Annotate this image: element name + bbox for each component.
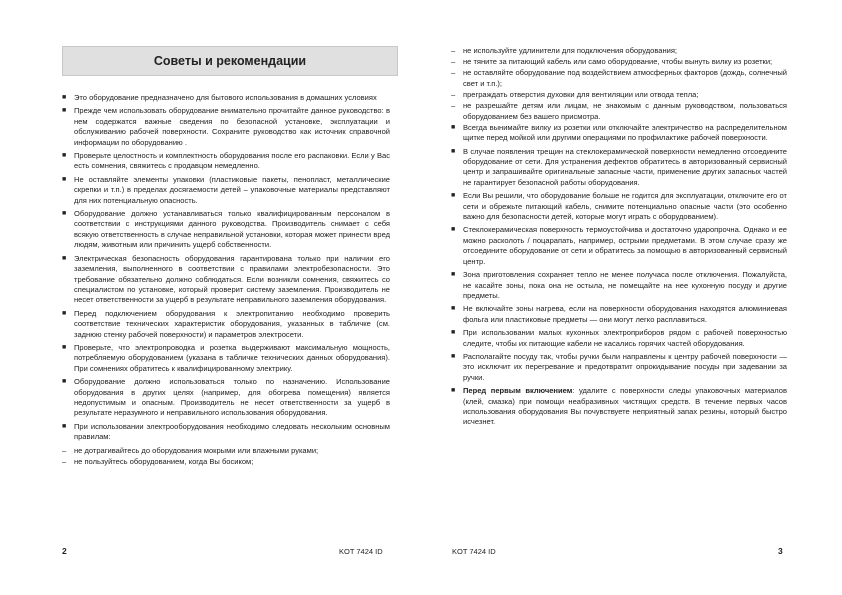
square-bullet-icon: ■ <box>62 94 67 101</box>
bullet-list-item <box>451 270 787 301</box>
dash-list-item <box>451 68 787 89</box>
bullet-list-item <box>62 106 390 148</box>
dash-marker: – <box>451 46 456 55</box>
item-text: Стеклокерамическая поверхность термоустойчива и достаточно ударопрочна. Однако и ее можно расколоть / поцарапать, например, острыми предметами. В этом случае сразу же отсоедините оборудование от сети и обратитесь за помощью в авторизованный сервисный центр. <box>463 225 787 266</box>
dash-marker: – <box>62 456 67 466</box>
item-text: Если Вы решили, что оборудование больше не годится для эксплуатации, отключите его от сети и обрежьте питающий кабель, снимите потенциально опасные части (это особенно важно для безопасности детей, которые могут играть с оборудованием). <box>463 191 787 222</box>
bullet-list-item <box>62 151 390 172</box>
item-text: Зона приготовления сохраняет тепло не менее получаса после отключения. Пожалуйста, не касайте зоны, пока она не остыла, не помещайте на нее кухонную посуду и другие предметы. <box>463 270 787 300</box>
bullet-list-item <box>451 352 787 383</box>
square-bullet-icon: ■ <box>62 210 67 218</box>
bullet-list-item <box>62 377 390 419</box>
model-code-right: KOT 7424 ID <box>452 547 496 556</box>
left-column-list <box>62 93 390 468</box>
bullet-list-item <box>451 191 787 222</box>
page-right <box>421 0 842 595</box>
square-bullet-icon: ■ <box>62 107 67 115</box>
item-text: Проверьте, что электропроводка и розетка выдерживают максимальную мощность, потребляемую оборудованием (указана в табличке технических данных оборудования). При сомнениях обратитесь к квалифицированному электрику. <box>74 342 390 373</box>
item-text: не оставляйте оборудование под воздействием атмосферных факторов (дождь, солнечный свет и т.п.); <box>463 68 787 88</box>
square-bullet-icon: ■ <box>451 123 456 131</box>
item-text: не дотрагивайтесь до оборудования мокрыми или влажными руками; <box>74 445 319 455</box>
dash-list-item <box>62 457 390 467</box>
item-text: преграждать отверстия духовки для вентиляции или отвода тепла; <box>463 90 699 100</box>
item-text: Всегда вынимайте вилку из розетки или отключайте электричество на распределительном щитке перед мойкой или другими операциями по профилактике рабочей поверхности. <box>463 122 787 143</box>
dash-marker: – <box>451 57 456 67</box>
item-text: Не оставляйте элементы упаковки (пластиковые пакеты, пенопласт, металлические скрепки и т.п.) в пределах досягаемости детей – упаковочные материалы представляют для них потенциальную опасность. <box>74 174 390 205</box>
square-bullet-icon: ■ <box>451 271 456 279</box>
bullet-list-item <box>62 93 390 103</box>
square-bullet-icon: ■ <box>451 226 456 234</box>
item-text: Электрическая безопасность оборудования гарантирована только при наличии его заземления, выполненного в соответствии с правилами электробезопасности. Это требование обязательно должно соблюдаться. Если возникли сомнения, свяжитесь со специалистом по установке, который проверит систему заземления. Производитель не несет ответственности за ущерб в результате неправильного заземления оборудования. <box>74 253 390 305</box>
item-text: Прежде чем использовать оборудование внимательно прочитайте данное руководство: в нем содержатся важные сведения по безопасной установке, эксплуатации и обслуживанию рабочей поверхности. Сохраните руководство как источник справочной информации по оборудованию . <box>74 106 390 147</box>
dash-list-item <box>451 57 787 67</box>
bullet-list-item <box>451 304 787 325</box>
item-text: Оборудование должно использоваться только по назначению. Использование оборудования в других целях (например, для обогрева помещения) является недопустимым и опасным. Производитель не несет ответственности за ущерб в результате неразумного и неправильного использования оборудования. <box>74 377 390 418</box>
square-bullet-icon: ■ <box>62 378 67 386</box>
dash-marker: – <box>451 101 456 111</box>
bullet-list-item <box>62 254 390 306</box>
dash-list-item <box>451 90 787 100</box>
bullet-list-item <box>62 309 390 340</box>
bullet-list-item <box>451 123 787 144</box>
section-title: Советы и рекомендации <box>62 46 398 76</box>
bullet-list-item <box>451 147 787 189</box>
item-text: Оборудование должно устанавливаться только квалифицированным персоналом в соответствии с инструкциями данного руководства. Производитель снимает с себя всякую ответственность в случае неправильной установки, которая может принести вред людям, животным или причинить ущерб собственности. <box>74 209 390 250</box>
square-bullet-icon: ■ <box>451 192 456 200</box>
item-text: Перед подключением оборудования к электропитанию необходимо проверить соответствие технических характеристик оборудования, указанных в табличке (см. заднюю стенку рабочей поверхности) и параметров электросети. <box>74 308 390 339</box>
item-text: В случае появления трещин на стеклокерамической поверхности немедленно отсоедините оборудование от сети. Для устранения дефектов обратитесь в авторизованный сервисный центр и запрашивайте оригинальные запасные части, применение других запасных частей не гарантирует безопасной работы оборудования. <box>463 146 787 187</box>
item-text: Не включайте зоны нагрева, если на поверхности оборудования находятся алюминиевая фольга или пластиковые предметы — они могут легко расплавиться. <box>463 304 787 324</box>
item-text: не пользуйтесь оборудованием, когда Вы босиком; <box>74 456 254 466</box>
square-bullet-icon: ■ <box>62 152 67 160</box>
page-number-right: 3 <box>778 546 783 556</box>
dash-marker: – <box>451 68 456 78</box>
square-bullet-icon: ■ <box>451 329 456 337</box>
item-text: Располагайте посуду так, чтобы ручки были направлены к центру рабочей поверхности — это исключит их перегревание и предотвратит опрокидывание посуды при задевании за ручки. <box>463 351 787 382</box>
item-text: При использовании электрооборудования необходимо следовать нескольким основным правилам: <box>74 421 390 442</box>
bullet-list-item <box>62 343 390 374</box>
bullet-list-item <box>451 328 787 349</box>
dash-list-item <box>451 101 787 122</box>
bullet-list-item <box>451 386 787 428</box>
square-bullet-icon: ■ <box>451 352 456 360</box>
square-bullet-icon: ■ <box>62 422 67 430</box>
page-number-left: 2 <box>62 546 67 556</box>
bullet-list-item <box>62 209 390 251</box>
dash-marker: – <box>62 445 67 455</box>
square-bullet-icon: ■ <box>451 147 456 155</box>
square-bullet-icon: ■ <box>62 343 67 351</box>
item-text: не используйте удлинители для подключения оборудования; <box>463 46 678 55</box>
item-text: Это оборудование предназначено для бытового использования в домашних условиях <box>74 93 377 102</box>
item-text: При использовании малых кухонных электроприборов рядом с рабочей поверхностью следите, чтобы их питающие кабели не касались горячих частей оборудования. <box>463 328 787 348</box>
dash-marker: – <box>451 90 456 100</box>
item-text: не тяните за питающий кабель или само оборудование, чтобы вынуть вилку из розетки; <box>463 57 773 67</box>
dash-list-item <box>62 446 390 456</box>
bullet-list-item <box>62 175 390 206</box>
item-bold-lead: Перед первым включением <box>463 386 573 396</box>
item-text: не разрешайте детям или лицам, не знакомым с данным руководством, пользоваться оборудованием без вашего присмотра. <box>463 101 787 121</box>
square-bullet-icon: ■ <box>62 254 67 262</box>
item-text: Проверьте целостность и комплектность оборудования после его распаковки. Если у Вас есть сомнения, свяжитесь с продавцом немедленно. <box>74 151 390 171</box>
square-bullet-icon: ■ <box>62 309 67 317</box>
square-bullet-icon: ■ <box>451 305 456 313</box>
square-bullet-icon: ■ <box>451 387 456 395</box>
bullet-list-item <box>451 225 787 267</box>
item-text: : удалите с поверхности следы упаковочных материалов (клей, смазка) при помощи неабразивных чистящих средств. В течение первых часов использования оборудования Вы почувствуете неприятный запах резины, который быстро исчезнет. <box>463 386 787 427</box>
right-column-list <box>451 46 787 431</box>
bullet-list-item <box>62 422 390 443</box>
square-bullet-icon: ■ <box>62 175 67 183</box>
dash-list-item <box>451 46 787 56</box>
model-code-left: KOT 7424 ID <box>339 547 383 556</box>
